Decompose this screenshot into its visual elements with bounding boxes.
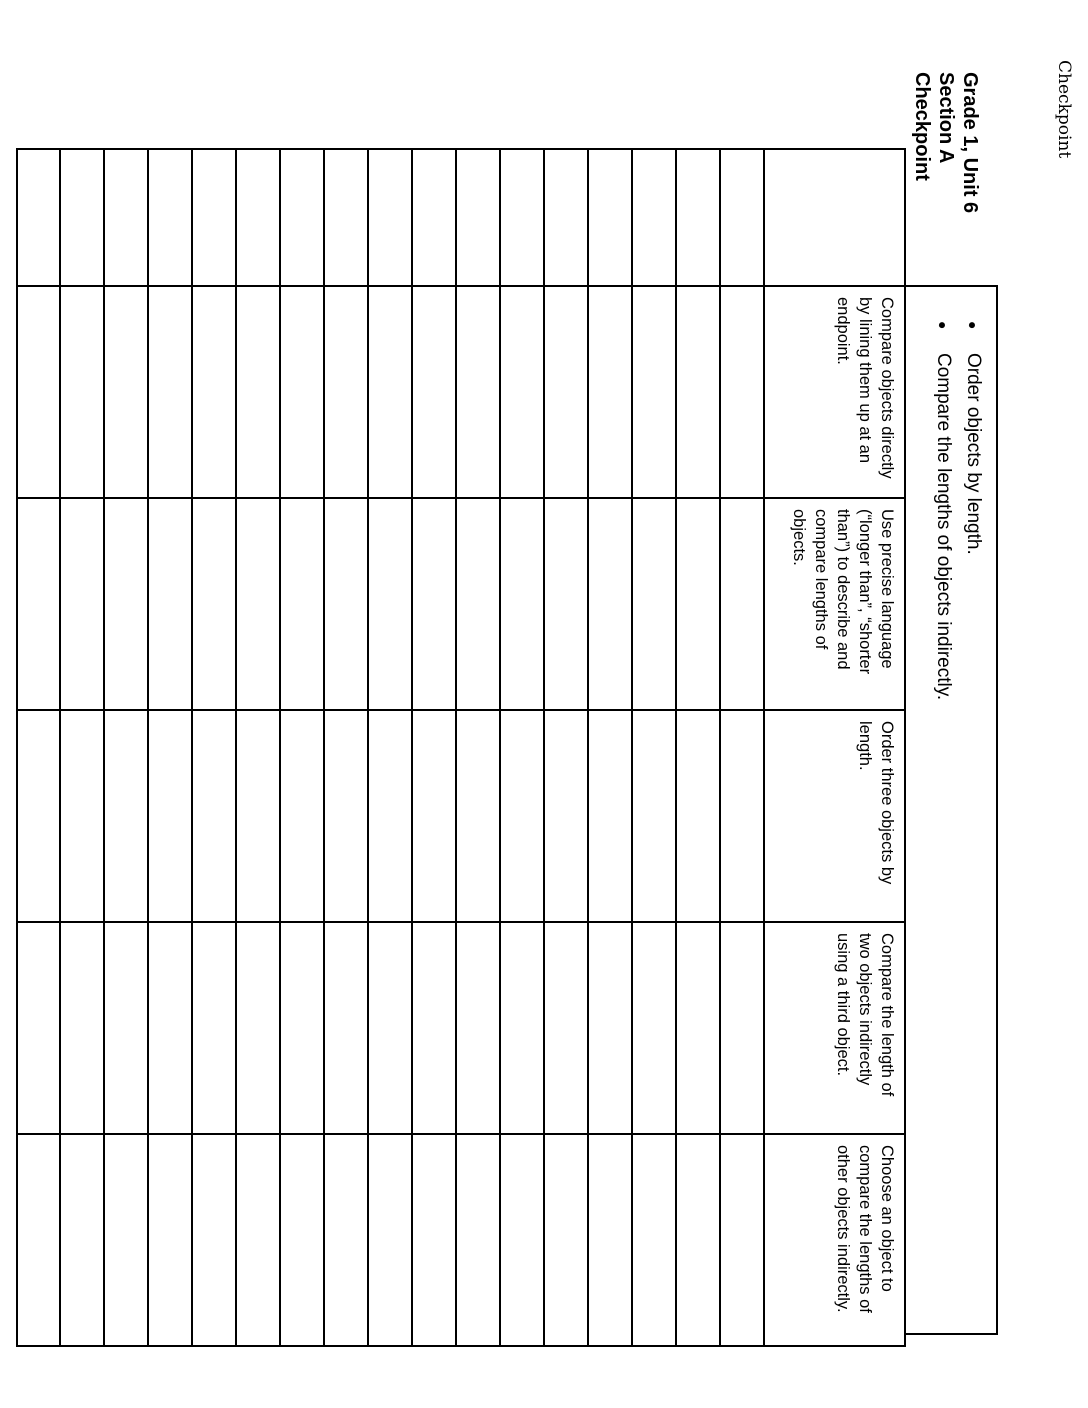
checkpoint-cell[interactable] (236, 922, 280, 1134)
checkpoint-cell[interactable] (456, 1134, 500, 1346)
table-row (632, 149, 676, 1346)
checkpoint-cell[interactable] (324, 286, 368, 498)
table-row (104, 149, 148, 1346)
checkpoint-cell[interactable] (148, 286, 192, 498)
checkpoint-cell[interactable] (456, 710, 500, 922)
student-name-cell[interactable] (720, 149, 764, 286)
checkpoint-cell[interactable] (60, 498, 104, 710)
student-name-cell[interactable] (104, 149, 148, 286)
student-name-cell[interactable] (368, 149, 412, 286)
checkpoint-cell[interactable] (456, 922, 500, 1134)
checkpoint-cell[interactable] (236, 498, 280, 710)
learning-goal-item: ● Order objects by length. (958, 321, 988, 1333)
student-name-cell[interactable] (412, 149, 456, 286)
checkpoint-cell[interactable] (17, 710, 60, 922)
table-row (324, 149, 368, 1346)
student-name-cell[interactable] (500, 149, 544, 286)
checkpoint-cell[interactable] (544, 922, 588, 1134)
table-row (412, 149, 456, 1346)
document-header: Checkpoint (1054, 60, 1074, 159)
checkpoint-cell[interactable] (236, 710, 280, 922)
checkpoint-cell[interactable] (588, 710, 632, 922)
student-name-cell[interactable] (17, 149, 60, 286)
checkpoint-cell[interactable] (720, 286, 764, 498)
criterion-header-cell: Use precise language (“longer than”, “shorter than”) to describe and compare lengths of objects. (764, 498, 905, 710)
checkpoint-cell[interactable] (720, 1134, 764, 1346)
checkpoint-cell[interactable] (148, 922, 192, 1134)
checkpoint-cell[interactable] (192, 286, 236, 498)
student-name-cell[interactable] (324, 149, 368, 286)
checkpoint-cell[interactable] (720, 498, 764, 710)
student-name-cell[interactable] (456, 149, 500, 286)
checkpoint-cell[interactable] (324, 922, 368, 1134)
table-row (676, 149, 720, 1346)
table-row (60, 149, 104, 1346)
checkpoint-cell[interactable] (60, 286, 104, 498)
table-row (544, 149, 588, 1346)
checkpoint-cell[interactable] (720, 922, 764, 1134)
checkpoint-cell[interactable] (368, 922, 412, 1134)
table-row (588, 149, 632, 1346)
table-row (368, 149, 412, 1346)
checkpoint-cell[interactable] (280, 710, 324, 922)
student-name-cell[interactable] (676, 149, 720, 286)
checkpoint-cell[interactable] (104, 922, 148, 1134)
checkpoint-cell[interactable] (280, 922, 324, 1134)
checkpoint-cell[interactable] (500, 1134, 544, 1346)
checkpoint-cell[interactable] (412, 498, 456, 710)
checkpoint-cell[interactable] (676, 498, 720, 710)
checkpoint-cell[interactable] (280, 286, 324, 498)
student-name-cell[interactable] (588, 149, 632, 286)
student-name-cell[interactable] (544, 149, 588, 286)
checkpoint-cell[interactable] (632, 498, 676, 710)
checkpoint-cell[interactable] (632, 710, 676, 922)
checkpoint-cell[interactable] (500, 498, 544, 710)
learning-goal-item: ● Compare the lengths of objects indirectly. (928, 321, 958, 1333)
checkpoint-cell[interactable] (456, 498, 500, 710)
checkpoint-cell[interactable] (676, 286, 720, 498)
checkpoint-cell[interactable] (17, 286, 60, 498)
checkpoint-cell[interactable] (60, 710, 104, 922)
checkpoint-cell[interactable] (412, 710, 456, 922)
checkpoint-cell[interactable] (412, 286, 456, 498)
table-row (280, 149, 324, 1346)
checkpoint-cell[interactable] (632, 1134, 676, 1346)
checkpoint-cell[interactable] (544, 286, 588, 498)
checkpoint-cell[interactable] (104, 710, 148, 922)
table-row (148, 149, 192, 1346)
checkpoint-cell[interactable] (192, 1134, 236, 1346)
table-row (500, 149, 544, 1346)
checkpoint-cell[interactable] (588, 1134, 632, 1346)
checkpoint-cell[interactable] (104, 498, 148, 710)
checkpoint-cell[interactable] (544, 710, 588, 922)
checkpoint-cell[interactable] (17, 498, 60, 710)
checkpoint-cell[interactable] (17, 922, 60, 1134)
student-name-header-cell (764, 149, 905, 286)
checkpoint-cell[interactable] (60, 922, 104, 1134)
checkpoint-cell[interactable] (192, 922, 236, 1134)
checkpoint-cell[interactable] (500, 922, 544, 1134)
checkpoint-cell[interactable] (368, 498, 412, 710)
title-line-2: Section A (935, 72, 957, 164)
page-title (910, 72, 982, 272)
checkpoint-cell[interactable] (588, 922, 632, 1134)
checkpoint-table (16, 148, 906, 1347)
checkpoint-cell[interactable] (104, 1134, 148, 1346)
criterion-header-cell: Order three objects by length. (764, 710, 905, 922)
criterion-header-cell: Compare the length of two objects indirectly using a third object. (764, 922, 905, 1134)
checkpoint-cell[interactable] (324, 498, 368, 710)
checkpoint-cell[interactable] (456, 286, 500, 498)
checkpoint-cell[interactable] (148, 1134, 192, 1346)
learning-goals-list (928, 321, 988, 1333)
student-name-cell[interactable] (192, 149, 236, 286)
checkpoint-cell[interactable] (17, 1134, 60, 1346)
checkpoint-cell[interactable] (676, 710, 720, 922)
checkpoint-cell[interactable] (148, 498, 192, 710)
checkpoint-cell[interactable] (104, 286, 148, 498)
table-row (236, 149, 280, 1346)
checkpoint-cell[interactable] (544, 1134, 588, 1346)
criteria-header-row (764, 149, 905, 1346)
student-name-cell[interactable] (632, 149, 676, 286)
checkpoint-cell[interactable] (236, 1134, 280, 1346)
checkpoint-cell[interactable] (148, 710, 192, 922)
checkpoint-cell[interactable] (368, 1134, 412, 1346)
checkpoint-cell[interactable] (412, 922, 456, 1134)
checkpoint-cell[interactable] (368, 286, 412, 498)
title-line-3: Checkpoint (911, 72, 933, 181)
table-row (720, 149, 764, 1346)
checkpoint-cell[interactable] (676, 1134, 720, 1346)
checkpoint-cell[interactable] (280, 498, 324, 710)
checkpoint-cell[interactable] (60, 1134, 104, 1346)
criterion-header-cell: Choose an object to compare the lengths of other objects indirectly. (764, 1134, 905, 1346)
checkpoint-cell[interactable] (324, 710, 368, 922)
checkpoint-cell[interactable] (324, 1134, 368, 1346)
table-row (456, 149, 500, 1346)
criterion-header-cell: Compare objects directly by lining them up at an endpoint. (764, 286, 905, 498)
checkpoint-cell[interactable] (412, 1134, 456, 1346)
checkpoint-cell[interactable] (544, 498, 588, 710)
student-name-cell[interactable] (148, 149, 192, 286)
table-row (17, 149, 60, 1346)
checkpoint-cell[interactable] (192, 710, 236, 922)
checkpoint-cell[interactable] (500, 286, 544, 498)
checkpoint-cell[interactable] (280, 1134, 324, 1346)
learning-goals-box (906, 285, 998, 1335)
checkpoint-cell[interactable] (588, 286, 632, 498)
checkpoint-cell[interactable] (192, 498, 236, 710)
table-row (192, 149, 236, 1346)
student-name-cell[interactable] (60, 149, 104, 286)
title-line-1: Grade 1, Unit 6 (959, 72, 981, 214)
checkpoint-cell[interactable] (368, 710, 412, 922)
student-name-cell[interactable] (236, 149, 280, 286)
checkpoint-cell[interactable] (632, 286, 676, 498)
checkpoint-cell[interactable] (632, 922, 676, 1134)
checkpoint-cell[interactable] (500, 710, 544, 922)
checkpoint-cell[interactable] (588, 498, 632, 710)
checkpoint-cell[interactable] (236, 286, 280, 498)
student-name-cell[interactable] (280, 149, 324, 286)
checkpoint-cell[interactable] (676, 922, 720, 1134)
checkpoint-cell[interactable] (720, 710, 764, 922)
